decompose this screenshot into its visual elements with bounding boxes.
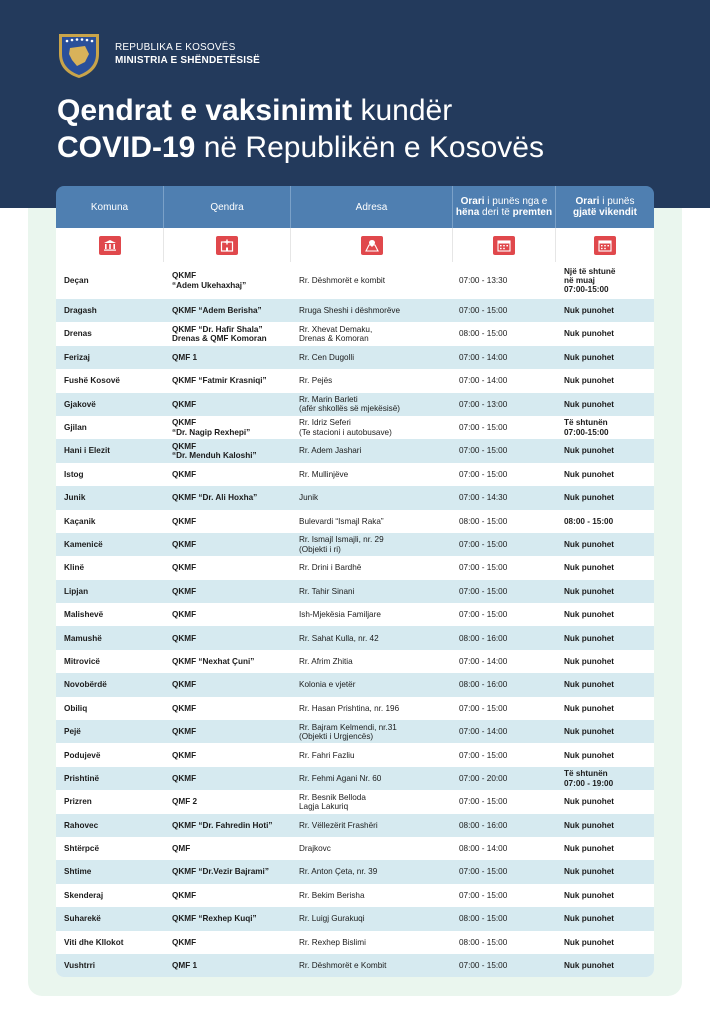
cell-weekend-hours: Nuk punohet <box>564 914 615 924</box>
cell-weekday-hours: 08:00 - 15:00 <box>459 329 508 339</box>
cell-adresa: Junik <box>299 493 319 503</box>
cell-komuna: Pejë <box>64 727 81 737</box>
cell-weekday-hours: 07:00 - 15:00 <box>459 469 508 479</box>
cell-komuna: Podujevë <box>64 750 101 760</box>
table-row <box>56 346 654 369</box>
cell-adresa: Rr. Tahir Sinani <box>299 586 355 596</box>
cell-komuna: Mitrovicë <box>64 656 100 666</box>
cell-qendra: QKMF “Nexhat Çuni” <box>172 656 255 666</box>
table-row <box>56 556 654 579</box>
cell-weekend-hours: Nuk punohet <box>564 703 615 713</box>
cell-weekday-hours: 07:00 - 14:00 <box>459 376 508 386</box>
cell-weekday-hours: 07:00 - 15:00 <box>459 750 508 760</box>
org-line-1: REPUBLIKA E KOSOVËS <box>115 42 236 53</box>
cell-qendra: QKMF “Dr. Nagip Rexhepi” <box>172 418 251 437</box>
cell-weekday-hours: 07:00 - 13:30 <box>459 275 508 285</box>
cell-weekend-hours: Nuk punohet <box>564 352 615 362</box>
cell-weekend-hours: Nuk punohet <box>564 610 615 620</box>
title-line2-bold: COVID-19 <box>57 131 196 164</box>
title-line1-light: kundër <box>360 94 453 127</box>
table-row <box>56 393 654 416</box>
cell-weekday-hours: 07:00 - 15:00 <box>459 423 508 433</box>
cell-qendra: QKMF <box>172 610 197 620</box>
cell-qendra: QKMF <box>172 540 197 549</box>
cell-komuna: Fushë Kosovë <box>64 376 120 386</box>
cell-qendra: QKMF “Dr. Fahredin Hoti” <box>172 820 273 830</box>
cell-adresa: Rr. Anton Çeta, nr. 39 <box>299 867 378 877</box>
table-row <box>56 790 654 813</box>
header-icons-row <box>56 228 654 262</box>
cell-komuna: Dragash <box>64 306 97 316</box>
cell-adresa: Rr. Luigj Gurakuqi <box>299 914 365 924</box>
cell-adresa: Rr. Afrim Zhitia <box>299 656 353 666</box>
cell-qendra: QKMF <box>172 680 197 690</box>
cell-weekday-hours: 07:00 - 15:00 <box>459 890 508 900</box>
cell-qendra: QKMF “Dr. Menduh Kaloshi” <box>172 441 257 461</box>
cell-qendra: QKMF <box>172 563 197 573</box>
cell-adresa: Rr. Hasan Prishtina, nr. 196 <box>299 703 400 713</box>
table-row <box>56 322 654 345</box>
cell-qendra: QKMF <box>172 773 197 783</box>
cell-weekday-hours: 07:00 - 15:00 <box>459 797 508 807</box>
cell-qendra: QKMF <box>172 469 197 479</box>
cell-adresa: Rr. Sahat Kulla, nr. 42 <box>299 633 379 643</box>
cell-komuna: Kaçanik <box>64 516 96 526</box>
table-row <box>56 439 654 462</box>
title-line2-light: në Republikën e Kosovës <box>203 131 544 164</box>
cell-qendra: QKMF “Adem Ukehaxhaj” <box>172 271 247 290</box>
cell-weekend-hours: Nuk punohet <box>564 750 615 760</box>
cell-komuna: Prizren <box>64 797 92 807</box>
cell-weekday-hours: 07:00 - 15:00 <box>459 540 508 549</box>
header-qendra: Qendra <box>164 186 291 228</box>
cell-weekend-hours: Nuk punohet <box>564 563 615 573</box>
cell-komuna: Kamenicë <box>64 540 103 549</box>
cell-weekend-hours: Nuk punohet <box>564 446 615 456</box>
title-line1-bold: Qendrat e vaksinimit <box>57 94 353 127</box>
cell-weekday-hours: 08:00 - 14:00 <box>459 844 508 854</box>
cell-weekday-hours: 07:00 - 14:00 <box>459 727 508 737</box>
cell-komuna: Rahovec <box>64 820 99 830</box>
cell-weekend-hours: Nuk punohet <box>564 493 615 503</box>
cell-weekend-hours: Nuk punohet <box>564 540 615 549</box>
cell-komuna: Novobërdë <box>64 680 107 690</box>
cell-komuna: Prishtinë <box>64 773 100 783</box>
cell-weekend-hours: Nuk punohet <box>564 376 615 386</box>
cell-weekend-hours: Nuk punohet <box>564 586 615 596</box>
table-row <box>56 603 654 626</box>
table-row <box>56 954 654 977</box>
cell-adresa: Rr. Dëshmorët e kombit <box>299 275 385 285</box>
cell-adresa: Rr. Marin Barleti (afër shkollës së mjekësisë) <box>299 395 401 414</box>
cell-adresa: Rr. Rexhep Bislimi <box>299 937 366 947</box>
cell-komuna: Mamushë <box>64 633 102 643</box>
cell-weekday-hours: 07:00 - 20:00 <box>459 773 508 783</box>
table-row <box>56 837 654 860</box>
page-title <box>57 92 544 166</box>
org-line-2: MINISTRIA E SHËNDETËSISË <box>115 55 261 66</box>
cell-weekend-hours: Nuk punohet <box>564 329 615 339</box>
cell-weekday-hours: 08:00 - 15:00 <box>459 937 508 947</box>
table-row <box>56 907 654 930</box>
cell-komuna: Hani i Elezit <box>64 446 110 456</box>
cell-komuna: Junik <box>64 493 86 503</box>
cell-adresa: Rr. Adem Jashari <box>299 446 362 456</box>
cell-adresa: Kolonia e vjetër <box>299 680 356 690</box>
cell-weekend-hours: Nuk punohet <box>564 937 615 947</box>
cell-komuna: Lipjan <box>64 586 89 596</box>
cell-adresa: Bulevardi “Ismajl Raka” <box>299 516 384 526</box>
cell-weekday-hours: 07:00 - 15:00 <box>459 961 508 971</box>
table-row <box>56 416 654 439</box>
cell-komuna: Drenas <box>64 329 92 339</box>
table-row <box>56 486 654 509</box>
cell-qendra: QKMF <box>172 516 197 526</box>
cell-adresa: Rr. Pejës <box>299 376 333 386</box>
cell-adresa: Rr. Cen Dugolli <box>299 352 355 362</box>
header-banner <box>0 0 710 208</box>
cell-weekend-hours: Nuk punohet <box>564 727 615 737</box>
cell-weekend-hours: Nuk punohet <box>564 469 615 479</box>
table-row <box>56 510 654 533</box>
cell-weekday-hours: 08:00 - 16:00 <box>459 633 508 643</box>
table-row <box>56 931 654 954</box>
table-row <box>56 697 654 720</box>
cell-adresa: Rr. Bajram Kelmendi, nr.31 (Objekti i Urgjencës) <box>299 722 397 741</box>
cell-qendra: QKMF “Dr. Ali Hoxha” <box>172 493 258 503</box>
cell-weekday-hours: 07:00 - 14:30 <box>459 493 508 503</box>
table-row <box>56 262 654 299</box>
header-weekday-hours: Orari i punës nga e hëna deri të premten <box>453 186 556 228</box>
cell-qendra: QKMF <box>172 586 197 596</box>
cell-weekday-hours: 07:00 - 14:00 <box>459 656 508 666</box>
map-pin-icon <box>361 236 383 255</box>
cell-adresa: Rr. Besnik Belloda Lagja Lakuriq <box>299 792 366 811</box>
cell-komuna: Ferizaj <box>64 352 90 362</box>
cell-adresa: Ish-Mjekësia Familjare <box>299 610 381 620</box>
cell-weekend-hours: Nuk punohet <box>564 306 615 316</box>
header-adresa: Adresa <box>291 186 453 228</box>
cell-adresa: Rr. Dëshmorët e Kombit <box>299 961 387 971</box>
cell-komuna: Suharekë <box>64 914 101 924</box>
cell-komuna: Klinë <box>64 563 85 573</box>
table-row <box>56 533 654 556</box>
cell-qendra: QKMF <box>172 703 197 713</box>
table-body <box>56 262 654 977</box>
cell-weekday-hours: 07:00 - 15:00 <box>459 306 508 316</box>
cell-weekday-hours: 07:00 - 15:00 <box>459 703 508 713</box>
table-row <box>56 369 654 392</box>
cell-komuna: Shtërpcë <box>64 844 100 854</box>
cell-weekday-hours: 07:00 - 14:00 <box>459 352 508 362</box>
cell-adresa: Rr. Drini i Bardhë <box>299 563 362 573</box>
cell-komuna: Skenderaj <box>64 890 104 900</box>
cell-komuna: Shtime <box>64 867 92 877</box>
table-header <box>56 186 654 228</box>
cell-adresa: Rruga Sheshi i dëshmorëve <box>299 306 401 316</box>
cell-weekend-hours: Nuk punohet <box>564 961 615 971</box>
table-row <box>56 463 654 486</box>
cell-weekend-hours: Nuk punohet <box>564 399 615 409</box>
table-row <box>56 673 654 696</box>
cell-qendra: QKMF “Adem Berisha” <box>172 306 262 316</box>
cell-qendra: QKMF <box>172 890 197 900</box>
cell-weekday-hours: 07:00 - 15:00 <box>459 586 508 596</box>
cell-weekend-hours: Nuk punohet <box>564 680 615 690</box>
cell-qendra: QKMF “Dr.Vezir Bajrami” <box>172 867 269 877</box>
cell-weekday-hours: 07:00 - 15:00 <box>459 610 508 620</box>
cell-komuna: Viti dhe Kllokot <box>64 937 124 947</box>
cell-komuna: Obiliq <box>64 703 88 713</box>
table-row <box>56 860 654 883</box>
table-row <box>56 814 654 837</box>
cell-weekday-hours: 08:00 - 15:00 <box>459 516 508 526</box>
header-weekend-hours: Orari i punës gjatë vikendit <box>573 196 637 218</box>
building-icon <box>99 236 121 255</box>
cell-qendra: QMF 1 <box>172 961 198 971</box>
cell-weekend-hours: Nuk punohet <box>564 867 615 877</box>
cell-weekend-hours: Nuk punohet <box>564 890 615 900</box>
cell-qendra: QKMF “Dr. Hafir Shala” Drenas & QMF Komoran <box>172 324 267 344</box>
cell-qendra: QKMF “Fatmir Krasniqi” <box>172 376 267 386</box>
cell-adresa: Rr. Mullinjëve <box>299 469 349 479</box>
cell-adresa: Rr. Xhevat Demaku, Drenas & Komoran <box>299 324 373 344</box>
cell-weekday-hours: 08:00 - 15:00 <box>459 914 508 924</box>
cell-weekday-hours: 07:00 - 15:00 <box>459 563 508 573</box>
cell-adresa: Rr. Ismajl Ismajli, nr. 29 (Objekti i ri) <box>299 535 384 554</box>
cell-weekend-hours: 08:00 - 15:00 <box>564 516 614 526</box>
cell-weekend-hours: Nuk punohet <box>564 633 615 643</box>
cell-komuna: Deçan <box>64 275 89 285</box>
cell-weekend-hours: Nuk punohet <box>564 656 615 666</box>
cell-weekend-hours: Një të shtunë në muaj 07:00-15:00 <box>564 266 616 295</box>
vaccination-centers-table <box>56 186 654 977</box>
cell-qendra: QKMF “Rexhep Kuqi” <box>172 914 257 924</box>
organization-name <box>115 41 260 67</box>
cell-qendra: QMF 2 <box>172 797 198 807</box>
cell-adresa: Rr. Idriz Seferi (Te stacioni i autobusave) <box>299 418 392 437</box>
hospital-icon <box>216 236 238 255</box>
cell-komuna: Gjilan <box>64 423 87 433</box>
kosovo-emblem-icon <box>55 28 103 80</box>
cell-komuna: Vushtrri <box>64 961 96 971</box>
calendar-icon <box>493 236 515 255</box>
cell-weekday-hours: 07:00 - 15:00 <box>459 867 508 877</box>
cell-weekend-hours: Të shtunën 07:00-15:00 <box>564 418 609 437</box>
cell-weekend-hours: Nuk punohet <box>564 820 615 830</box>
cell-weekend-hours: Nuk punohet <box>564 797 615 807</box>
cell-adresa: Drajkovc <box>299 844 331 854</box>
table-row <box>56 743 654 766</box>
cell-weekday-hours: 07:00 - 15:00 <box>459 446 508 456</box>
cell-adresa: Rr. Bekim Berisha <box>299 890 365 900</box>
cell-weekday-hours: 08:00 - 16:00 <box>459 820 508 830</box>
cell-qendra: QKMF <box>172 750 197 760</box>
cell-weekday-hours: 07:00 - 13:00 <box>459 399 508 409</box>
cell-qendra: QKMF <box>172 633 197 643</box>
cell-qendra: QMF 1 <box>172 352 198 362</box>
cell-komuna: Istog <box>64 469 84 479</box>
table-row <box>56 580 654 603</box>
cell-adresa: Rr. Fehmi Agani Nr. 60 <box>299 773 382 783</box>
table-row <box>56 650 654 673</box>
cell-weekend-hours: Të shtunën 07:00 - 19:00 <box>564 769 614 788</box>
cell-weekend-hours: Nuk punohet <box>564 844 615 854</box>
table-row <box>56 626 654 649</box>
cell-qendra: QKMF <box>172 727 197 737</box>
cell-qendra: QMF <box>172 844 191 854</box>
cell-qendra: QKMF <box>172 937 197 947</box>
calendar-icon <box>594 236 616 255</box>
cell-adresa: Rr. Vëllezërit Frashëri <box>299 820 378 830</box>
cell-adresa: Rr. Fahri Fazliu <box>299 750 355 760</box>
cell-qendra: QKMF <box>172 399 197 409</box>
table-row <box>56 720 654 743</box>
table-row <box>56 767 654 790</box>
cell-weekday-hours: 08:00 - 16:00 <box>459 680 508 690</box>
table-row <box>56 884 654 907</box>
header-komuna: Komuna <box>56 186 164 228</box>
table-row <box>56 299 654 322</box>
cell-komuna: Gjakovë <box>64 399 96 409</box>
cell-komuna: Malishevë <box>64 610 104 620</box>
